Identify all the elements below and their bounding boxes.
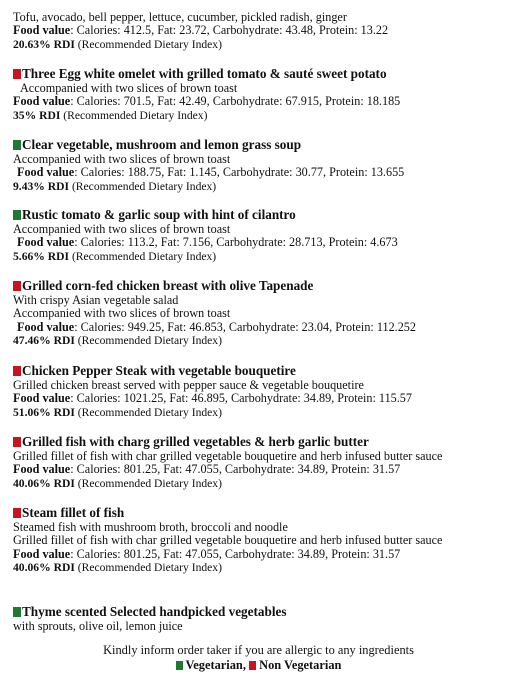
item-title: Steam fillet of fish bbox=[13, 505, 508, 521]
item-title: Grilled fish with charg grilled vegetables & herb garlic butter bbox=[13, 434, 508, 450]
item-food-value: Food value: Calories: 188.75, Fat: 1.145, Carbohydrate: 30.77, Protein: 13.655 bbox=[17, 165, 405, 180]
item-desc: Accompanied with two slices of brown toast bbox=[13, 306, 231, 321]
menu-item-steam-fish bbox=[13, 505, 508, 575]
non-veg-marker-icon bbox=[13, 69, 21, 79]
item-title: Chicken Pepper Steak with vegetable bouquetire bbox=[13, 363, 508, 379]
menu-item-corn-fed-chicken bbox=[13, 278, 508, 348]
item-title: Thyme scented Selected handpicked vegetables bbox=[13, 604, 508, 620]
item-rdi: 35% RDI (Recommended Dietary Index) bbox=[13, 108, 208, 122]
veg-marker-icon bbox=[13, 607, 21, 617]
menu-item-pepper-steak bbox=[13, 363, 508, 419]
veg-legend-icon bbox=[176, 661, 183, 670]
item-desc: Grilled chicken breast served with pepper sauce & vegetable bouquetire bbox=[13, 378, 364, 392]
item-rdi: 40.06% RDI (Recommended Dietary Index) bbox=[13, 561, 222, 575]
item-desc: Grilled fillet of fish with char grilled vegetable bouquetire and herb infused butter sauce bbox=[13, 449, 443, 463]
item-food-value: Food value: Calories: 801.25, Fat: 47.055, Carbohydrate: 34.89, Protein: 31.57 bbox=[13, 462, 401, 477]
menu-item-egg-omelet bbox=[13, 66, 508, 122]
item-food-value: Food value: Calories: 113.2, Fat: 7.156, Carbohydrate: 28.713, Protein: 4.673 bbox=[17, 235, 398, 250]
menu-item-thyme-vegetables bbox=[13, 604, 508, 633]
item-rdi: 51.06% RDI (Recommended Dietary Index) bbox=[13, 405, 222, 419]
menu-item-tomato-soup bbox=[13, 207, 508, 263]
non-veg-legend-label: Non Vegetarian bbox=[259, 658, 342, 672]
item-food-value: Food value: Calories: 1021.25, Fat: 46.895, Carbohydrate: 34.89, Protein: 115.57 bbox=[13, 391, 412, 406]
item-desc: Accompanied with two slices of brown toast bbox=[20, 81, 238, 95]
item-food-value: Food value: Calories: 801.25, Fat: 47.055, Carbohydrate: 34.89, Protein: 31.57 bbox=[13, 546, 401, 561]
item-food-value: Food value: Calories: 412.5, Fat: 23.72, Carbohydrate: 43.48, Protein: 13.22 bbox=[13, 23, 389, 38]
item-desc: with sprouts, olive oil, lemon juice bbox=[13, 619, 183, 633]
item-rdi: 9.43% RDI (Recommended Dietary Index) bbox=[13, 179, 217, 193]
menu-item-tofu bbox=[13, 11, 508, 51]
item-desc: Grilled fillet of fish with char grilled vegetable bouquetire and herb infused butter sauce bbox=[13, 533, 443, 548]
item-title: Rustic tomato & garlic soup with hint of cilantro bbox=[13, 207, 508, 223]
item-rdi: 47.46% RDI (Recommended Dietary Index) bbox=[13, 334, 222, 348]
menu-item-grilled-fish bbox=[13, 434, 508, 490]
item-title: Grilled corn-fed chicken breast with olive Tapenade bbox=[13, 278, 508, 294]
allergy-note: Kindly inform order taker if you are allergic to any ingredients bbox=[103, 643, 414, 657]
menu-item-clear-soup bbox=[13, 137, 508, 193]
item-rdi: 5.66% RDI (Recommended Dietary Index) bbox=[13, 249, 217, 263]
non-veg-marker-icon bbox=[13, 366, 21, 376]
non-veg-legend-icon bbox=[249, 661, 256, 670]
item-rdi: 40.06% RDI (Recommended Dietary Index) bbox=[13, 476, 222, 490]
item-title: Three Egg white omelet with grilled tomato & sauté sweet potato bbox=[13, 66, 508, 82]
item-ingredients: Tofu, avocado, bell pepper, lettuce, cucumber, pickled radish, ginger bbox=[13, 10, 347, 24]
non-veg-marker-icon bbox=[13, 281, 21, 291]
item-desc-secondary: Steamed fish with mushroom broth, broccoli and noodle bbox=[13, 520, 288, 534]
item-desc: Accompanied with two slices of brown toast bbox=[13, 152, 231, 166]
legend bbox=[0, 658, 517, 673]
item-title: Clear vegetable, mushroom and lemon grass soup bbox=[13, 137, 508, 153]
veg-marker-icon bbox=[13, 140, 21, 150]
item-food-value: Food value: Calories: 949.25, Fat: 46.853, Carbohydrate: 23.04, Protein: 112.252 bbox=[17, 319, 416, 334]
non-veg-marker-icon bbox=[13, 508, 21, 518]
veg-marker-icon bbox=[13, 210, 21, 220]
non-veg-marker-icon bbox=[13, 437, 21, 447]
item-desc-secondary: With crispy Asian vegetable salad bbox=[13, 293, 179, 307]
item-food-value: Food value: Calories: 701.5, Fat: 42.49, Carbohydrate: 67.915, Protein: 18.185 bbox=[13, 94, 401, 109]
item-rdi: 20.63% RDI (Recommended Dietary Index) bbox=[13, 37, 222, 51]
item-desc: Accompanied with two slices of brown toast bbox=[13, 222, 231, 236]
veg-legend-label: Vegetarian, bbox=[185, 658, 246, 672]
